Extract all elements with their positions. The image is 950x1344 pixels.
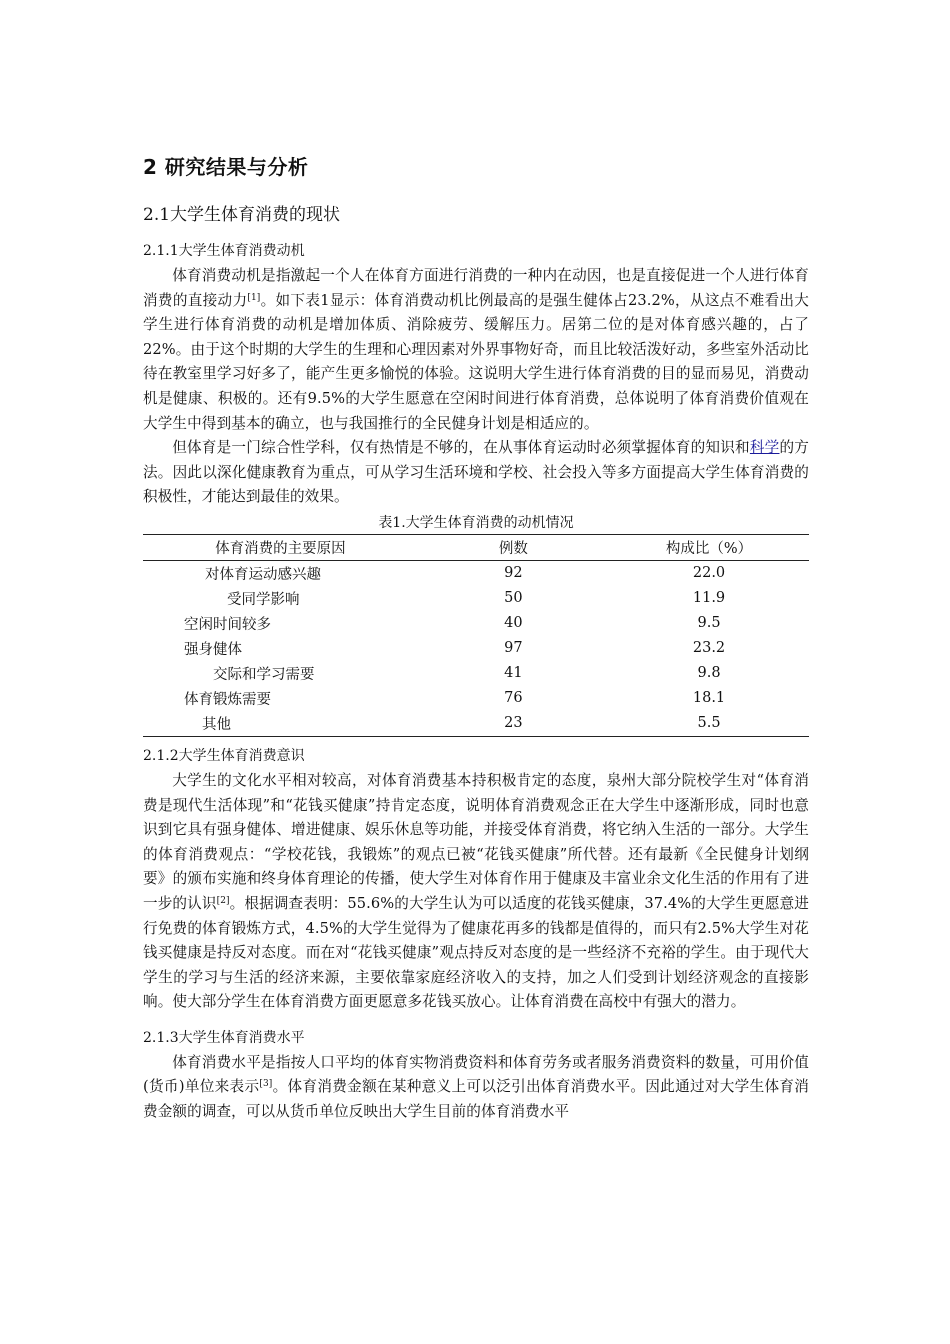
table-row (143, 560, 809, 586)
cell-count: 41 (504, 665, 523, 682)
cell-reason: 体育锻炼需要 (184, 691, 271, 708)
science-link[interactable]: 科学 (749, 439, 780, 457)
cell-ratio: 9.8 (697, 665, 721, 682)
cell-reason: 受同学影响 (227, 591, 300, 608)
table-row (143, 711, 809, 737)
sub-heading-motivation: 2.1.1大学生体育消费动机 (143, 243, 305, 259)
cell-reason: 强身健体 (184, 641, 242, 658)
table-header-row (143, 534, 809, 560)
table-caption: 表1.大学生体育消费的动机情况 (378, 514, 574, 531)
cell-ratio: 5.5 (697, 715, 721, 732)
cell-ratio: 11.9 (692, 590, 726, 607)
cell-reason: 其他 (202, 716, 231, 733)
cell-count: 76 (504, 690, 523, 707)
cell-count: 40 (504, 615, 523, 632)
sub-heading-awareness: 2.1.2大学生体育消费意识 (143, 747, 305, 764)
table-row (143, 686, 809, 711)
cell-count: 97 (504, 640, 523, 657)
reference-2[interactable]: [2] (216, 895, 230, 906)
table-row (143, 661, 809, 686)
sub-heading-level: 2.1.3大学生体育消费水平 (143, 1029, 305, 1046)
cell-ratio: 22.0 (692, 565, 726, 582)
paragraph-motivation: 体育消费动机是指激起一个人在体育方面进行消费的一种内在动因，也是直接促进一个人进行体育消费的直接动力[1]。如下表1显示：体育消费动机比例最高的是强生健体占23.2%，从这点不难看出大学生进行体育消费的动机是增加体质、消除疲劳、缓解压力。居第二位的是对体育感兴趣的，占了22%。由于这个时期的大学生的生理和心理因素对外界事物好奇，而且比较活泼好动，多些室外活动比待在教室里学习好多了，能产生更多愉悦的体验。这说明大学生进行体育消费的目的显而易见，消费动机是健康、积极的。还有9.5%的大学生愿意在空闲时间进行体育消费，总体说明了体育消费价值观在大学生中得到基本的确立，也与我国推行的全民健身计划是相适应的。 (143, 267, 809, 432)
header-ratio: 构成比（%） (665, 540, 753, 557)
cell-count: 92 (504, 565, 523, 582)
table-row (143, 586, 809, 611)
reference-3[interactable]: [3] (259, 1079, 273, 1090)
paragraph-level: 体育消费水平是指按人口平均的体育实物消费资料和体育劳务或者服务消费资料的数量，可用价值(货币)单位来表示[3]。体育消费金额在某种意义上可以泛引出体育消费水平。因此通过对大学生体育消费金额的调查，可以从货币单位反映出大学生目前的体育消费水平 (143, 1053, 809, 1121)
paragraph-awareness: 大学生的文化水平相对较高，对体育消费基本持积极肯定的态度，泉州大部分院校学生对“体育消费是现代生活体现”和“花钱买健康”持肯定态度，说明体育消费观念正在大学生中逐渐形成，同时也意识到它具有强身健体、增进健康、娱乐休息等功能，并接受体育消费，将它纳入生活的一部分。大学生的体育消费观点：“学校花钱，我锻炼”的观点已被“花钱买健康”所代替。还有最新《全民健身计划纲要》的颁布实施和终身体育理论的传播，使大学生对体育作用于健康及丰富业余文化生活的作用有了进一步的认识[2]。根据调查表明：55.6%的大学生认为可以适度的花钱买健康，37.4%的大学生更愿意进行免费的体育锻炼方式，4.5%的大学生觉得为了健康花再多的钱都是值得的，而只有2.5%大学生对花钱买健康是持反对态度。而在对“花钱买健康”观点持反对态度的是一些经济不充裕的学生。由于现代大学生的学习与生活的经济来源，主要依靠家庭经济收入的支持，加之人们受到计划经济观念的直接影响。使大部分学生在体育消费方面更愿意多花钱买放心。让体育消费在高校中有强大的潜力。 (143, 771, 809, 1011)
section-heading: 2 研究结果与分析 (143, 155, 309, 179)
cell-reason: 交际和学习需要 (213, 666, 315, 683)
cell-ratio: 23.2 (692, 640, 726, 657)
subsection-heading: 2.1大学生体育消费的现状 (143, 205, 341, 225)
cell-count: 23 (504, 715, 523, 732)
header-count: 例数 (498, 540, 528, 557)
document-page (143, 140, 809, 1125)
paragraph-knowledge: 但体育是一门综合性学科，仅有热情是不够的，在从事体育运动时必须掌握体育的知识和科学的方法。因此以深化健康教育为重点，可从学习生活环境和学校、社会投入等多方面提高大学生体育消费的积极性，才能达到最佳的效果。 (143, 439, 810, 506)
header-reason: 体育消费的主要原因 (215, 540, 346, 557)
table-row (143, 611, 809, 636)
cell-ratio: 9.5 (697, 615, 721, 632)
cell-reason: 空闲时间较多 (184, 616, 271, 633)
motivation-table (143, 534, 809, 737)
table-row (143, 636, 809, 661)
reference-1[interactable]: [1] (247, 292, 261, 303)
cell-reason: 对体育运动感兴趣 (205, 566, 321, 583)
cell-ratio: 18.1 (692, 690, 726, 707)
cell-count: 50 (504, 590, 523, 607)
